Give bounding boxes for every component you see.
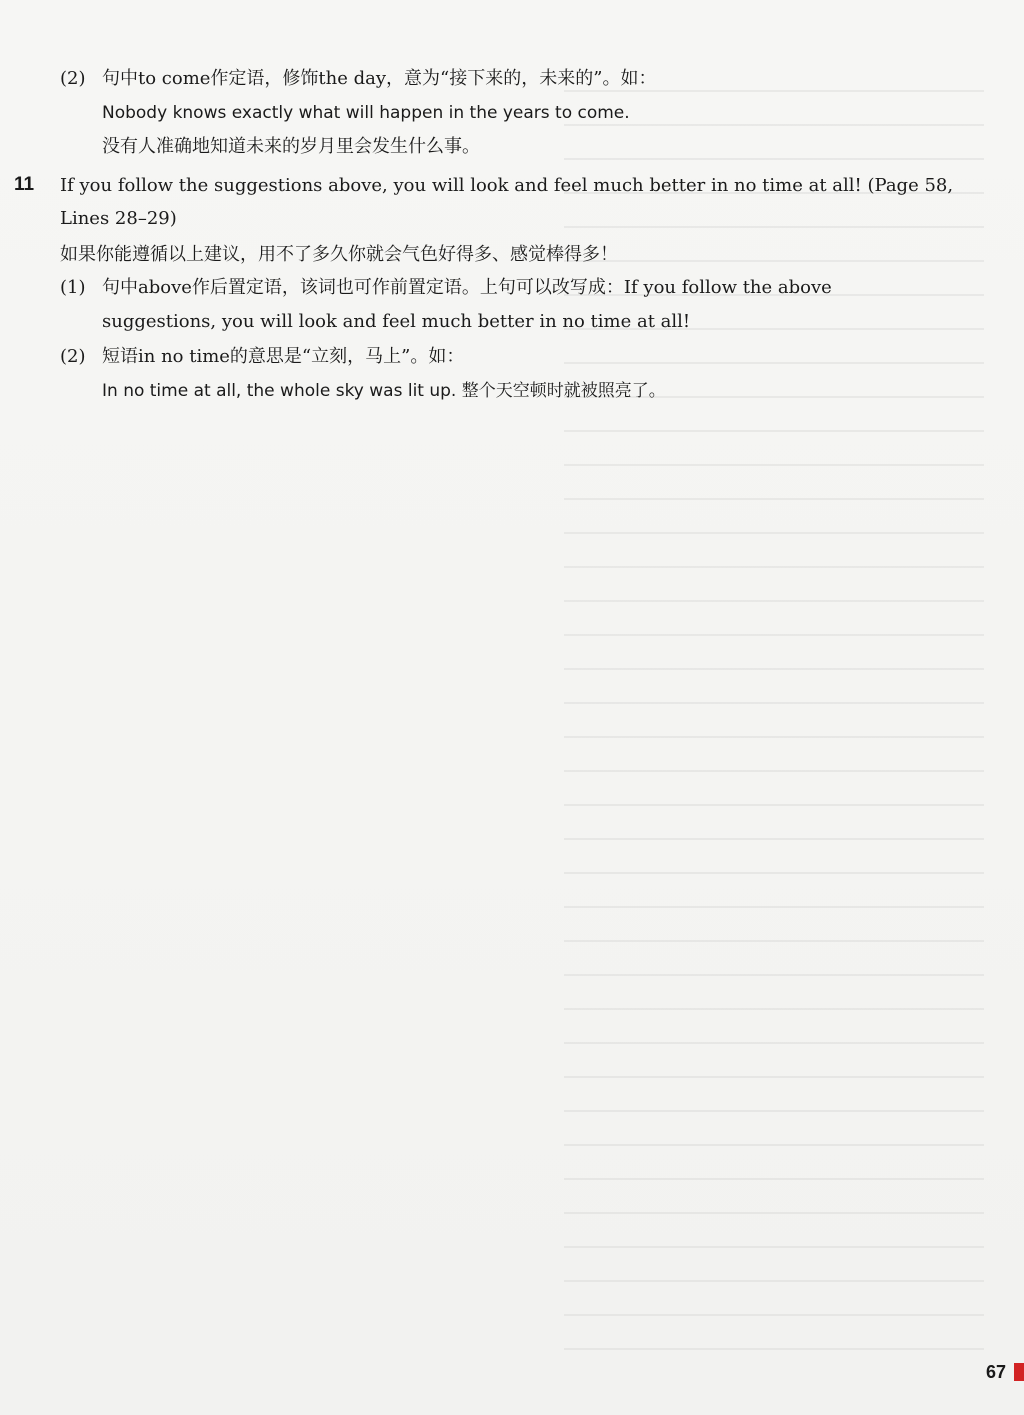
note-2b-label: (2)	[60, 346, 86, 367]
note-1-line2: suggestions, you will look and feel much better in no time at all!	[102, 311, 691, 332]
example-chinese: 没有人准确地知道未来的岁月里会发生什么事。	[102, 136, 480, 157]
bleed-through-text	[564, 60, 984, 1380]
item-sentence-line2: Lines 28–29)	[60, 208, 177, 229]
page-edge-tab	[1014, 1363, 1024, 1381]
item-sentence-line1: If you follow the suggestions above, you will look and feel much better in no time at all! (Page 58,	[60, 175, 954, 196]
note-text: 句中to come作定语，修饰the day，意为“接下来的，未来的”。如：	[102, 68, 657, 89]
page-number: 67	[985, 1362, 1006, 1382]
note-1-text: 句中above作后置定语，该词也可作前置定语。上句可以改写成：If you follow the above	[102, 277, 832, 298]
note-2b-example: In no time at all, the whole sky was lit up. 整个天空顿时就被照亮了。	[102, 381, 666, 401]
item-label: (2)	[60, 68, 86, 89]
note-1-label: (1)	[60, 277, 86, 298]
item-number: 11	[14, 174, 35, 195]
note-2-line	[60, 67, 656, 91]
note-1-line1	[60, 276, 832, 300]
item-translation: 如果你能遵循以上建议，用不了多久你就会气色好得多、感觉棒得多！	[60, 244, 618, 265]
note-2b-text: 短语in no time的意思是“立刻，马上”。如：	[102, 346, 465, 367]
example-english: Nobody knows exactly what will happen in the years to come.	[102, 103, 630, 123]
note-2b-line1	[60, 345, 464, 369]
